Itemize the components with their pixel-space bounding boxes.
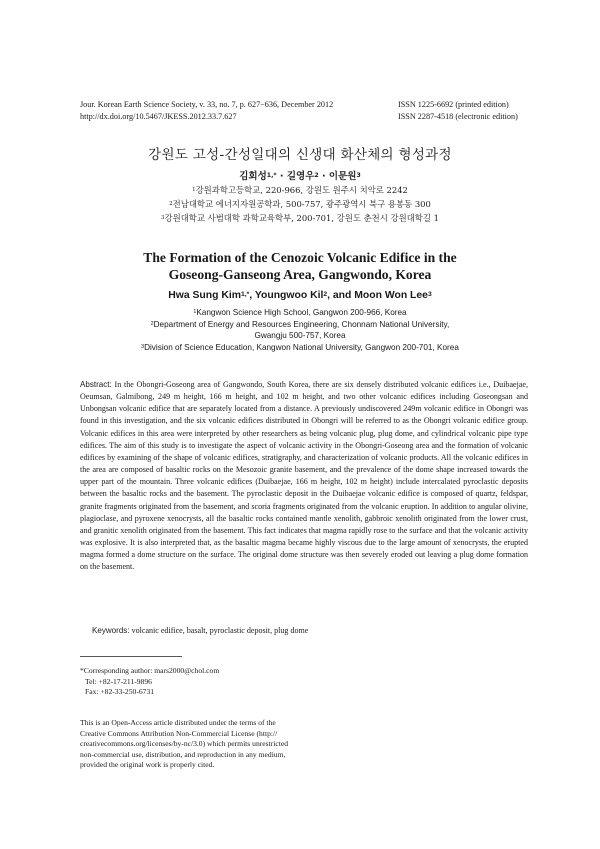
- english-author-name: Hwa Sung Kim: [168, 290, 241, 301]
- abstract-text: In the Obongri-Goseong area of Gangwondo, South Korea, there are six densely distributed volcanic edifices i.e., Duibaejae, Oeumsan, Galmibong, 249 m height, 166 m height, and 102 m height, and two other volcanic edifices including Goseongsan and Unbongsan volcanic edifice that are separately located from a distance. A previously undiscovered 249m volcanic edifice in Obongri was found in this investigation, and the six volcanic edifices distributed in Obongri will be referred to as the Obongri volcanic edifice group. Volcanic edifices in this area were interpreted by other researchers as being volcanic plug, plug dome, and cylindrical volcanic pipe type edifices. The aim of this study is to investigate the aspect of volcanic activity in the Obongri-Goseong area and the formation of volcanic edifices by examining of the shape of volcanic edifices, stratigraphy, and characterization of volcanic products. All the volcanic edifices in the area are composed of basaltic rocks on the Mesozoic granite basement, and the prevalence of the dome shape increased towards the upper part of the mountain. Three volcanic edifices (Duibaejae, 166 m height, 102 m height) include intercalated pyroclastic deposits between the basaltic rocks and the basement. The pyroclastic deposit in the Duibaejae volcanic edifice is composed of quartz, feldspar, granite fragments originated from the basement, and scoria fragments originated from the volcanic eruption. In addition to angular olivine, plagioclase, and pyroxene xenocrysts, all the basaltic rocks contained mantle xenolith, gabbroic xenolith originated from the lower crust, and granitic xenolith originated from the basement. This fact indicates that magma rapidly rose to the surface and that the volcanic activity was explosive. It is also interpreted that, as the basaltic magma became highly viscous due to the large amount of xenocrysts, the erupted magma formed a dome structure on the surface. The original dome structure was then severely eroded out leaving a plug dome formation on the basement.: [80, 380, 528, 572]
- footnote-divider: [80, 656, 182, 657]
- korean-title: 강원도 고성-간성일대의 신생대 화산체의 형성과정: [148, 147, 452, 163]
- license-line: Creative Commons Attribution Non-Commercial License (http://: [80, 728, 278, 738]
- author-superscript: 1,*: [266, 171, 277, 179]
- english-affiliation: $^1$Kangwon Science High School, Gangwon 200-966, Korea: [193, 308, 407, 317]
- journal-citation: Jour. Korean Earth Science Society, v. 33, no. 7, p. 627−636, December 2012: [80, 100, 334, 109]
- english-authors: Hwa Sung Kim$^{1,*}$, Youngwoo Kil$^2$, and Moon Won Lee$^3$: [168, 290, 432, 301]
- license-notice: [80, 718, 300, 771]
- korean-authors: [0, 168, 600, 182]
- abstract: [80, 379, 528, 574]
- keywords-text: volcanic edifice, basalt, pyroclastic deposit, plug dome: [131, 626, 309, 635]
- korean-author-name: 김회성: [239, 171, 267, 182]
- correspondence-footnote: [80, 666, 310, 698]
- korean-affiliation: $^1$강원과학고등학교, 220-966, 강원도 원주시 치악로 2242: [192, 185, 408, 195]
- corresponding-author: *Corresponding author: mars2000@chol.com: [80, 666, 220, 675]
- author-superscript: 3: [356, 171, 361, 179]
- author-superscript: 1,*: [241, 290, 250, 298]
- english-author-name: Youngwoo Kil: [254, 290, 324, 301]
- issn-print: ISSN 1225-6692 (printed edition): [398, 100, 509, 109]
- author-superscript: 3: [427, 290, 432, 298]
- korean-affiliation: $^3$강원대학교 사범대학 과학교육학부, 200-701, 강원도 춘천시 강원대학길 1: [161, 213, 439, 223]
- journal-header: [80, 99, 528, 123]
- phone-number: Tel: +82-17-211-9896: [85, 676, 152, 686]
- english-affiliation: $^2$Department of Energy and Resources Engineering, Chonnam National University,: [150, 319, 450, 329]
- license-line: This is an Open-Access article distributed under the terms of the: [80, 718, 276, 727]
- english-affiliation: Gwangju 500-757, Korea: [254, 331, 346, 341]
- korean-affiliations: [0, 183, 600, 225]
- english-title: [0, 249, 600, 283]
- english-affiliation: $^3$Division of Science Education, Kangwon National University, Gangwon 200-701, Korea: [141, 342, 459, 352]
- fax-number: Fax: +82-33-250-6731: [85, 687, 155, 696]
- author-separator: ·: [276, 171, 287, 182]
- license-line: provided the original work is properly cited.: [80, 760, 215, 769]
- author-separator: ·: [318, 171, 329, 182]
- abstract-label: Abstract:: [80, 380, 112, 389]
- author-superscript: 2: [314, 171, 319, 179]
- author-superscript: 2: [323, 290, 328, 298]
- korean-author-name: 이문원: [328, 171, 357, 182]
- english-affiliations: [0, 307, 600, 353]
- keywords: [92, 626, 528, 635]
- keywords-label: Keywords:: [92, 626, 130, 635]
- license-line: non-commercial use, distribution, and reproduction in any medium,: [80, 749, 286, 759]
- korean-author-name: 길영우: [286, 171, 315, 182]
- english-author-name: Moon Won Lee: [354, 290, 428, 301]
- korean-affiliation: $^2$전남대학교 에너지자원공학과, 500-757, 광주광역시 북구 용봉동 300: [169, 199, 431, 209]
- license-line: creativecommons.org/licenses/by-nc/3.0) which permits unrestricted: [80, 739, 288, 748]
- issn-electronic: ISSN 2287-4518 (electronic edition): [398, 112, 518, 121]
- english-title-line: The Formation of the Cenozoic Volcanic Edifice in the: [143, 250, 457, 265]
- english-title-line: Goseong-Ganseong Area, Gangwondo, Korea: [168, 267, 432, 282]
- doi-link[interactable]: http://dx.doi.org/10.5467/JKESS.2012.33.7.627: [80, 112, 237, 121]
